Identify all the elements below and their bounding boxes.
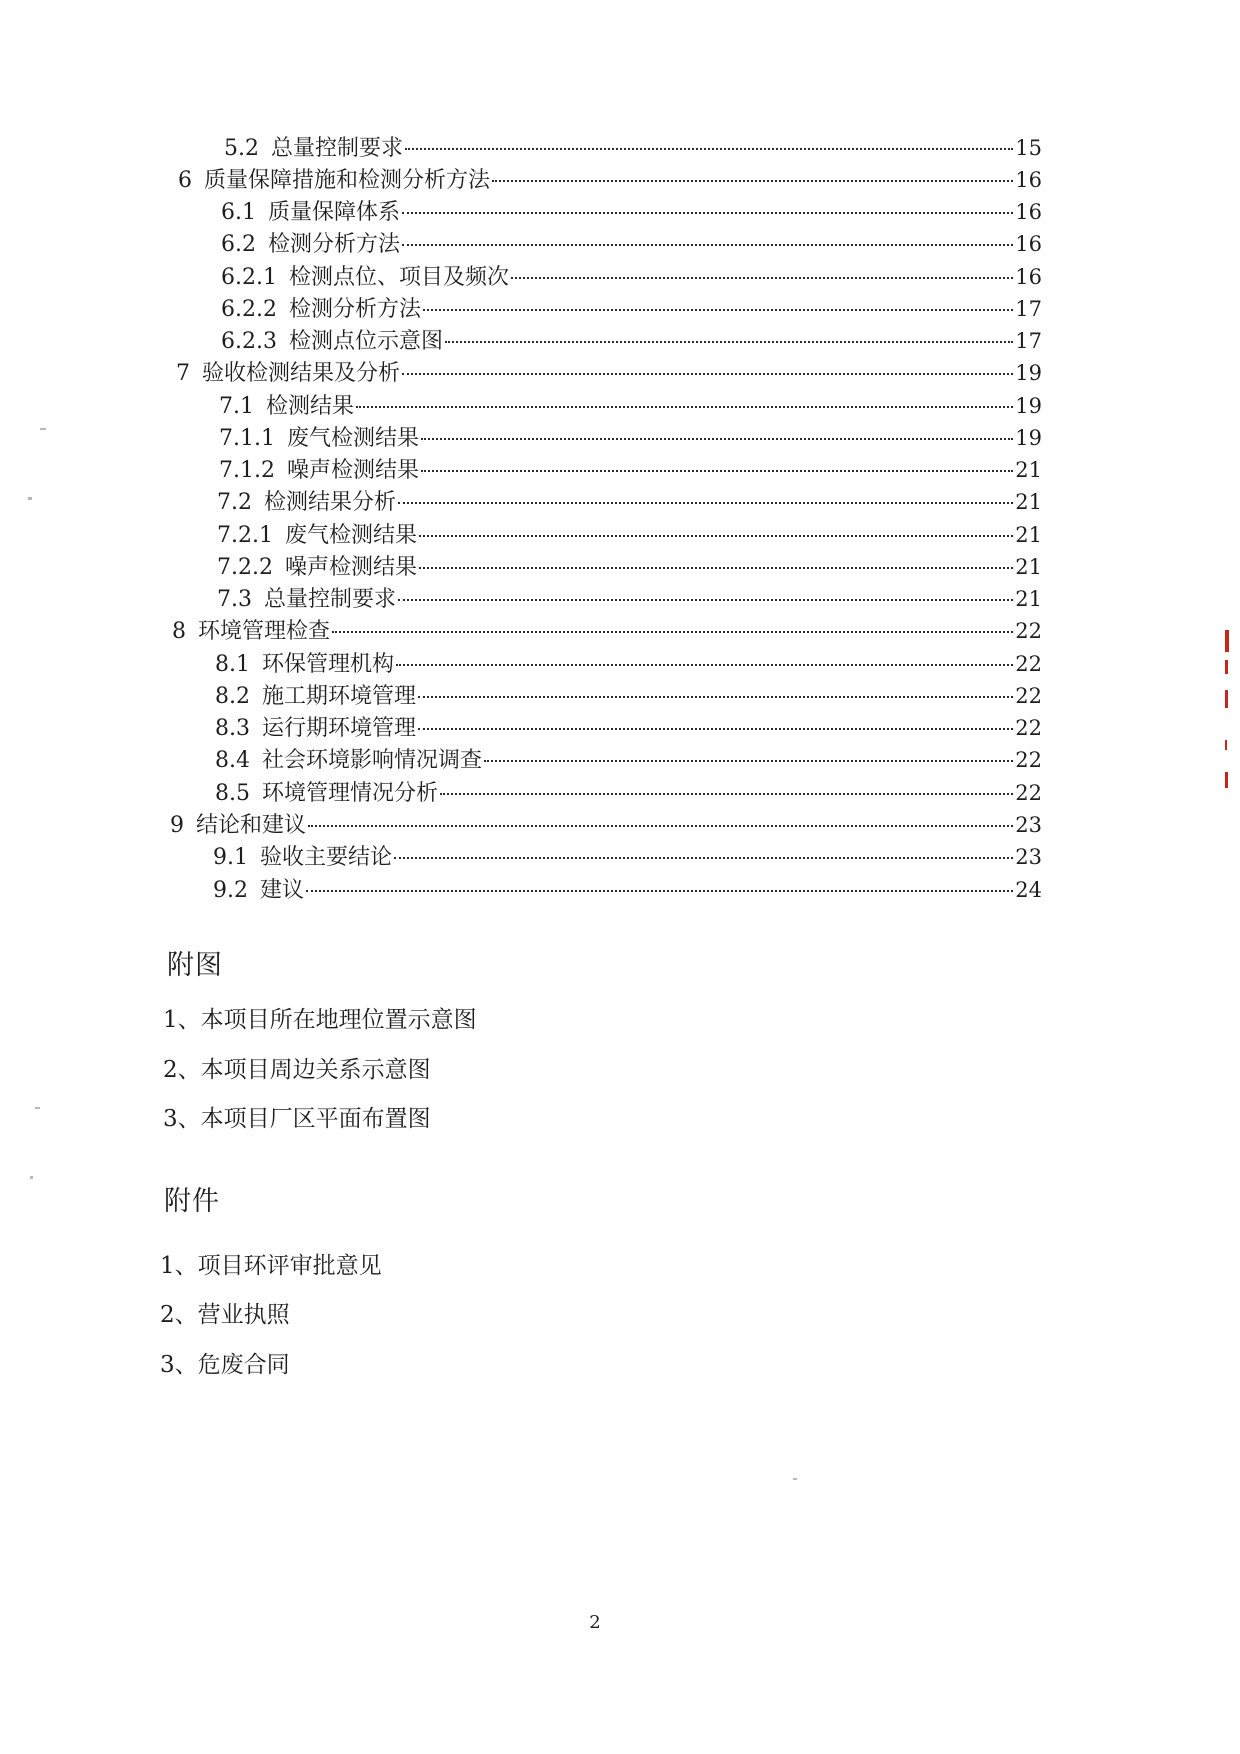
toc-entry[interactable]	[217, 551, 1042, 583]
toc-entry[interactable]	[221, 196, 1042, 228]
scan-speck	[28, 497, 32, 500]
attachment-list-item: 2、营业执照	[160, 1302, 290, 1328]
toc-page-number: 16	[1015, 200, 1042, 224]
toc-leader-dots	[511, 277, 1013, 279]
toc-page-number: 17	[1015, 297, 1042, 321]
toc-entry[interactable]	[221, 228, 1042, 260]
toc-page-number: 22	[1015, 684, 1042, 708]
toc-leader-dots	[492, 180, 1013, 182]
toc-title: 环保管理机构	[262, 652, 395, 677]
toc-number: 5.2	[224, 136, 259, 161]
toc-title: 噪声检测结果	[284, 555, 417, 580]
toc-number: 9	[170, 813, 184, 838]
toc-entry[interactable]	[178, 164, 1042, 196]
figure-list-item: 2、本项目周边关系示意图	[163, 1057, 431, 1083]
toc-leader-dots	[308, 825, 1013, 827]
toc-page-number: 17	[1015, 329, 1042, 353]
toc-title: 验收主要结论	[260, 845, 393, 870]
toc-leader-dots	[332, 631, 1013, 633]
scan-speck	[35, 1107, 40, 1109]
toc-title: 废气检测结果	[284, 523, 417, 548]
toc-leader-dots	[402, 212, 1013, 214]
toc-leader-dots	[356, 406, 1013, 408]
toc-title: 建议	[260, 878, 305, 903]
toc-title: 废气检测结果	[286, 426, 419, 451]
toc-page-number: 21	[1015, 458, 1042, 482]
toc-leader-dots	[445, 341, 1013, 343]
toc-entry[interactable]	[176, 357, 1042, 389]
toc-number: 8.5	[215, 781, 250, 806]
toc-entry[interactable]	[213, 841, 1042, 873]
toc-page-number: 19	[1015, 394, 1042, 418]
toc-page-number: 23	[1015, 845, 1042, 869]
toc-title: 质量保障体系	[268, 200, 401, 225]
attachment-list-item: 3、危废合同	[160, 1352, 290, 1378]
toc-number: 8.1	[215, 652, 250, 677]
toc-leader-dots	[418, 728, 1013, 730]
toc-title: 社会环境影响情况调查	[262, 748, 483, 773]
toc-entry[interactable]	[215, 712, 1042, 744]
toc-leader-dots	[402, 244, 1013, 246]
toc-entry[interactable]	[219, 422, 1042, 454]
toc-title: 结论和建议	[196, 813, 307, 838]
toc-number: 8.3	[215, 716, 250, 741]
toc-page-number: 19	[1015, 426, 1042, 450]
toc-number: 8.4	[215, 748, 250, 773]
toc-number: 7	[176, 361, 190, 386]
toc-leader-dots	[394, 857, 1013, 859]
toc-entry[interactable]	[221, 293, 1042, 325]
toc-title: 环境管理情况分析	[262, 781, 439, 806]
toc-number: 6.2.3	[221, 329, 277, 354]
attachment-list-item: 1、项目环评审批意见	[160, 1253, 382, 1279]
toc-title: 检测分析方法	[268, 232, 401, 257]
toc-leader-dots	[396, 664, 1013, 666]
toc-leader-dots	[306, 890, 1013, 892]
toc-entry[interactable]	[217, 583, 1042, 615]
toc-entry[interactable]	[224, 132, 1042, 164]
toc-entry[interactable]	[217, 519, 1042, 551]
toc-number: 7.2.1	[217, 523, 273, 548]
toc-entry[interactable]	[221, 325, 1042, 357]
toc-number: 7.2.2	[217, 555, 273, 580]
toc-page-number: 22	[1015, 619, 1042, 643]
toc-leader-dots	[440, 793, 1013, 795]
toc-leader-dots	[419, 567, 1013, 569]
figure-list-item: 3、本项目厂区平面布置图	[163, 1106, 431, 1132]
toc-title: 检测结果分析	[264, 490, 397, 515]
scan-speck	[793, 1478, 797, 1480]
toc-leader-dots	[419, 535, 1013, 537]
attachments-heading: 附件	[164, 1186, 220, 1217]
toc-entry[interactable]	[217, 486, 1042, 518]
toc-leader-dots	[402, 373, 1013, 375]
toc-title: 检测点位、项目及频次	[288, 265, 509, 290]
toc-title: 总量控制要求	[264, 587, 397, 612]
toc-title: 噪声检测结果	[286, 458, 419, 483]
figure-list-item: 1、本项目所在地理位置示意图	[163, 1007, 477, 1033]
toc-number: 7.2	[217, 490, 252, 515]
toc-page-number: 21	[1015, 523, 1042, 547]
toc-leader-dots	[405, 148, 1013, 150]
toc-entry[interactable]	[219, 454, 1042, 486]
toc-title: 总量控制要求	[271, 136, 404, 161]
toc-entry[interactable]	[219, 390, 1042, 422]
toc-entry[interactable]	[215, 680, 1042, 712]
toc-page-number: 16	[1015, 168, 1042, 192]
toc-page-number: 23	[1015, 813, 1042, 837]
toc-page-number: 15	[1015, 136, 1042, 160]
toc-page-number: 21	[1015, 555, 1042, 579]
toc-page-number: 22	[1015, 781, 1042, 805]
toc-page-number: 16	[1015, 232, 1042, 256]
toc-leader-dots	[418, 696, 1013, 698]
toc-title: 验收检测结果及分析	[202, 361, 401, 386]
toc-entry[interactable]	[172, 615, 1042, 647]
toc-number: 7.1.1	[219, 426, 275, 451]
toc-number: 6.1	[221, 200, 256, 225]
toc-number: 6.2.1	[221, 265, 277, 290]
toc-number: 6.2	[221, 232, 256, 257]
toc-leader-dots	[421, 438, 1013, 440]
toc-entry[interactable]	[215, 744, 1042, 776]
toc-title: 环境管理检查	[198, 619, 331, 644]
toc-page-number: 16	[1015, 265, 1042, 289]
seal-mark	[1225, 660, 1228, 674]
toc-number: 9.2	[213, 878, 248, 903]
toc-title: 检测点位示意图	[288, 329, 443, 354]
figures-heading: 附图	[167, 950, 223, 981]
toc-title: 运行期环境管理	[262, 716, 417, 741]
toc-title: 质量保障措施和检测分析方法	[204, 168, 491, 193]
seal-mark	[1225, 740, 1227, 750]
scan-speck	[40, 428, 46, 430]
toc-number: 6.2.2	[221, 297, 277, 322]
toc-number: 8	[172, 619, 186, 644]
toc-title: 检测分析方法	[288, 297, 421, 322]
toc-entry[interactable]	[215, 777, 1042, 809]
toc-title: 检测结果	[266, 394, 355, 419]
toc-number: 7.1	[219, 394, 254, 419]
toc-page-number: 22	[1015, 748, 1042, 772]
seal-mark	[1225, 690, 1228, 708]
toc-title: 施工期环境管理	[262, 684, 417, 709]
toc-number: 6	[178, 168, 192, 193]
toc-leader-dots	[423, 309, 1013, 311]
toc-page-number: 24	[1015, 878, 1042, 902]
scan-speck	[30, 1176, 33, 1179]
toc-leader-dots	[421, 470, 1013, 472]
toc-entry[interactable]	[215, 648, 1042, 680]
page-number: 2	[589, 1612, 601, 1633]
seal-mark	[1225, 772, 1228, 788]
toc-entry[interactable]	[213, 874, 1042, 906]
toc-leader-dots	[398, 599, 1013, 601]
toc-number: 7.3	[217, 587, 252, 612]
seal-mark	[1225, 630, 1229, 652]
toc-number: 8.2	[215, 684, 250, 709]
toc-number: 9.1	[213, 845, 248, 870]
toc-page-number: 21	[1015, 490, 1042, 514]
toc-page-number: 19	[1015, 361, 1042, 385]
toc-number: 7.1.2	[219, 458, 275, 483]
toc-leader-dots	[398, 502, 1013, 504]
toc-leader-dots	[484, 760, 1013, 762]
toc-page-number: 22	[1015, 716, 1042, 740]
toc-entry[interactable]	[170, 809, 1042, 841]
toc-page-number: 22	[1015, 652, 1042, 676]
toc-entry[interactable]	[221, 261, 1042, 293]
toc-page-number: 21	[1015, 587, 1042, 611]
